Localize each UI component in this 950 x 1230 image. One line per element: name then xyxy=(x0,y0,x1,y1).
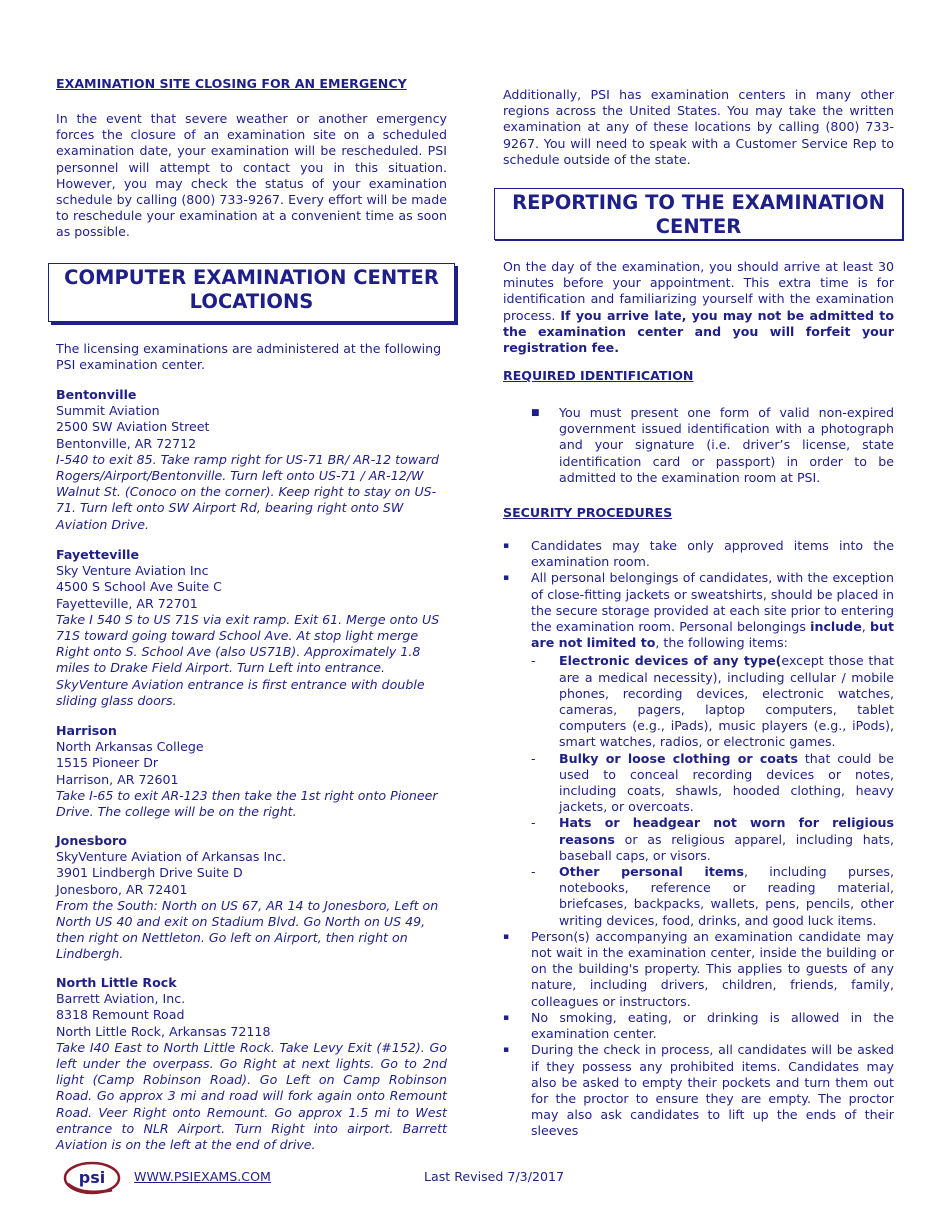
location-directions: Take I-65 to exit AR-123 then take the 1st right onto Pioneer Drive. The college will be on the right. xyxy=(56,787,438,820)
emergency-paragraph: In the event that severe weather or another emergency forces the closure of an examination site on a scheduled examination date, your examination will be rescheduled. PSI personnel will attempt to contact you in this situation. However, you may check the status of your examination schedule by calling (800) 733-9267. Every effort will be made to reschedule your examination at a convenient time as soon as possible. xyxy=(56,111,447,240)
sub-list-item xyxy=(531,653,894,750)
reporting-heading-line-1: REPORTING TO THE EXAMINATION xyxy=(512,191,885,214)
security-list xyxy=(503,538,894,1140)
sub-list-item xyxy=(531,864,894,929)
location-city: Bentonville xyxy=(56,387,137,402)
location-fayetteville xyxy=(56,547,441,709)
square-bullet-icon: ▪ xyxy=(503,1045,510,1056)
sub-item-bold: Other personal items xyxy=(559,864,744,880)
locations-heading-line-1: COMPUTER EXAMINATION CENTER xyxy=(64,266,439,289)
sub-item-bold: Hats or headgear not worn for religious reasons xyxy=(559,815,894,847)
sub-list-item xyxy=(531,751,894,816)
location-bentonville xyxy=(56,387,441,533)
location-directions: Take I 540 S to US 71S via exit ramp. Exit 61. Merge onto US 71S toward going toward School Ave. At stop light merge Right onto S. School Ave (also US71B). Approximately 1.8 miles to Drake Field Airport. Turn Left into entrance. SkyVenture Aviation entrance is first entrance with double sliding glass doors. xyxy=(56,611,440,708)
reporting-heading-box xyxy=(494,188,903,240)
sub-item-bold: Bulky or loose clothing or coats xyxy=(559,750,798,766)
location-street: 2500 SW Aviation Street xyxy=(56,419,210,435)
sub-item-text: , including purses, notebooks, reference or reading material, briefcases, backpacks, wallets, pens, pencils, other writing devices, food, drinks, and good luck items. xyxy=(559,864,894,928)
sub-item-bold: Electronic devices of any type( xyxy=(559,653,782,669)
location-city-zip: Bentonville, AR 72712 xyxy=(56,435,197,451)
locations-intro: The licensing examinations are administered at the following PSI examination center. xyxy=(56,341,442,373)
list-item xyxy=(503,538,894,570)
reporting-text: On the day of the examination, you should arrive at least 30 minutes before your appointment. This extra time is for identification and familiarizing yourself with the examination process. xyxy=(503,259,894,323)
security-item-text: , xyxy=(861,619,870,635)
security-item-text: No smoking, eating, or drinking is allowed in the examination center. xyxy=(531,1009,894,1042)
location-street: 4500 S School Ave Suite C xyxy=(56,579,222,595)
list-item xyxy=(531,405,894,486)
security-item-bold: but are not limited to xyxy=(531,619,894,651)
dash-bullet-icon: - xyxy=(531,815,536,831)
location-city-zip: North Little Rock, Arkansas 72118 xyxy=(56,1023,271,1039)
location-name: SkyVenture Aviation of Arkansas Inc. xyxy=(56,849,287,865)
locations-heading-line-2: LOCATIONS xyxy=(189,290,314,313)
last-revised: Last Revised 7/3/2017 xyxy=(424,1169,564,1184)
reporting-heading-line-2: CENTER xyxy=(655,215,742,238)
square-bullet-icon: ▪ xyxy=(503,1012,510,1023)
required-id-list xyxy=(531,405,894,486)
security-item-text: All personal belongings of candidates, with the exception of close-fitting jackets or sweatshirts, should be placed in the secure storage provided at each site prior to entering the examination room. Personal belongings xyxy=(531,570,894,635)
sub-item-text: except those that are a medical necessity), including cellular / mobile phones, recording devices, electronic watches, cameras, pagers, laptop computers, tablet computers (e.g., iPads), music players (e.g., iPods), smart watches, radios, or electronic games. xyxy=(559,653,894,750)
locations-heading-box xyxy=(48,263,455,322)
location-street: 8318 Remount Road xyxy=(56,1007,185,1023)
dash-bullet-icon: - xyxy=(531,653,536,669)
reporting-late-warning: If you arrive late, you may not be admitted to the examination center and you will forfeit your registration fee. xyxy=(503,307,894,356)
dash-bullet-icon: - xyxy=(531,864,536,880)
security-heading: SECURITY PROCEDURES xyxy=(503,505,673,520)
list-item xyxy=(503,1042,894,1139)
security-item-text: Candidates may take only approved items into the examination room. xyxy=(531,538,894,570)
location-city-zip: Jonesboro, AR 72401 xyxy=(56,881,188,897)
location-street: 1515 Pioneer Dr xyxy=(56,755,159,771)
list-item xyxy=(503,570,894,928)
reporting-paragraph xyxy=(503,259,894,356)
location-city: North Little Rock xyxy=(56,975,177,990)
location-name: North Arkansas College xyxy=(56,739,204,755)
security-item-text: , the following items: xyxy=(655,635,788,651)
sub-list-item xyxy=(531,815,894,864)
sub-item-text: that could be used to conceal recording devices or notes, including coats, shawls, hooded clothing, heavy jackets, or overcoats. xyxy=(559,750,895,815)
location-name: Sky Venture Aviation Inc xyxy=(56,563,209,579)
location-harrison xyxy=(56,723,445,820)
location-directions: Take I40 East to North Little Rock. Take Levy Exit (#152). Go left under the overpass. Go Right at next lights. Go to 2nd light (Camp Robinson Road). Go Left on Camp Robinson Road. Go approx 3 mi and road will fork again onto Remount Road. Veer Right onto Remount. Go approx 1.5 mi to West entrance to NLR Airport. Turn Right into airport. Barrett Aviation is on the left at the end of drive. xyxy=(56,1039,447,1153)
additional-centers-paragraph: Additionally, PSI has examination centers in many other regions across the United States. You may take the written examination at any of these locations by calling (800) 733-9267. You will need to speak with a Customer Service Rep to schedule outside of the state. xyxy=(503,87,894,167)
location-north-little-rock xyxy=(56,975,447,1153)
security-item-text: During the check in process, all candidates will be asked if they possess any prohibited items. Candidates may also be asked to empty their pockets and turn them out for the proctor to ensure they are empty. The proctor may also ask candidates to lift up the ends of their sleeves xyxy=(531,1042,894,1139)
psi-logo xyxy=(62,1160,122,1196)
location-city: Jonesboro xyxy=(56,833,127,848)
location-name: Barrett Aviation, Inc. xyxy=(56,991,186,1007)
dash-bullet-icon: - xyxy=(531,750,536,766)
location-city-zip: Fayetteville, AR 72701 xyxy=(56,595,198,611)
location-city: Fayetteville xyxy=(56,547,140,562)
sub-item-text: or as religious apparel, including hats, baseball caps, or visors. xyxy=(559,831,894,863)
location-name: Summit Aviation xyxy=(56,403,160,419)
square-bullet-icon: ▪ xyxy=(503,931,510,942)
square-bullet-icon: ▪ xyxy=(503,541,510,551)
security-item-bold: include xyxy=(810,619,862,635)
location-directions: From the South: North on US 67, AR 14 to Jonesboro, Left on North US 40 and exit on Stadium Blvd. Go North on US 49, then right on Nettleton. Go left on Airport, then right on Lindbergh. xyxy=(56,897,439,962)
required-id-text: You must present one form of valid non-expired government issued identification with a photograph and your signature (i.e. driver’s license, state identification card or passport) in order to be admitted to the examination room at PSI. xyxy=(559,405,894,485)
location-directions: I-540 to exit 85. Take ramp right for US-71 BR/ AR-12 toward Rogers/Airport/Bentonville. Turn left onto US-71 / AR-12/W Walnut St. (Conoco on the corner). Keep right to stay on US-71. Turn left onto SW Airport Rd, bearing right onto SW Aviation Drive. xyxy=(56,451,440,532)
location-jonesboro xyxy=(56,833,445,963)
psi-logo-text: psi xyxy=(78,1168,106,1187)
security-item-text: Person(s) accompanying an examination candidate may not wait in the examination center, inside the building or on the building's property. This applies to guests of any nature, including drivers, children, friends, family, colleagues or instructors. xyxy=(531,928,894,1009)
location-city: Harrison xyxy=(56,723,117,738)
psiexams-link[interactable]: WWW.PSIEXAMS.COM xyxy=(134,1169,271,1184)
location-city-zip: Harrison, AR 72601 xyxy=(56,771,179,787)
square-bullet-icon: ■ xyxy=(531,408,540,418)
square-bullet-icon: ▪ xyxy=(503,573,510,584)
emergency-heading: EXAMINATION SITE CLOSING FOR AN EMERGENCY xyxy=(56,76,407,91)
location-street: 3901 Lindbergh Drive Suite D xyxy=(56,865,243,881)
required-id-heading: REQUIRED IDENTIFICATION xyxy=(503,368,694,383)
list-item xyxy=(503,1010,894,1042)
list-item xyxy=(503,929,894,1010)
